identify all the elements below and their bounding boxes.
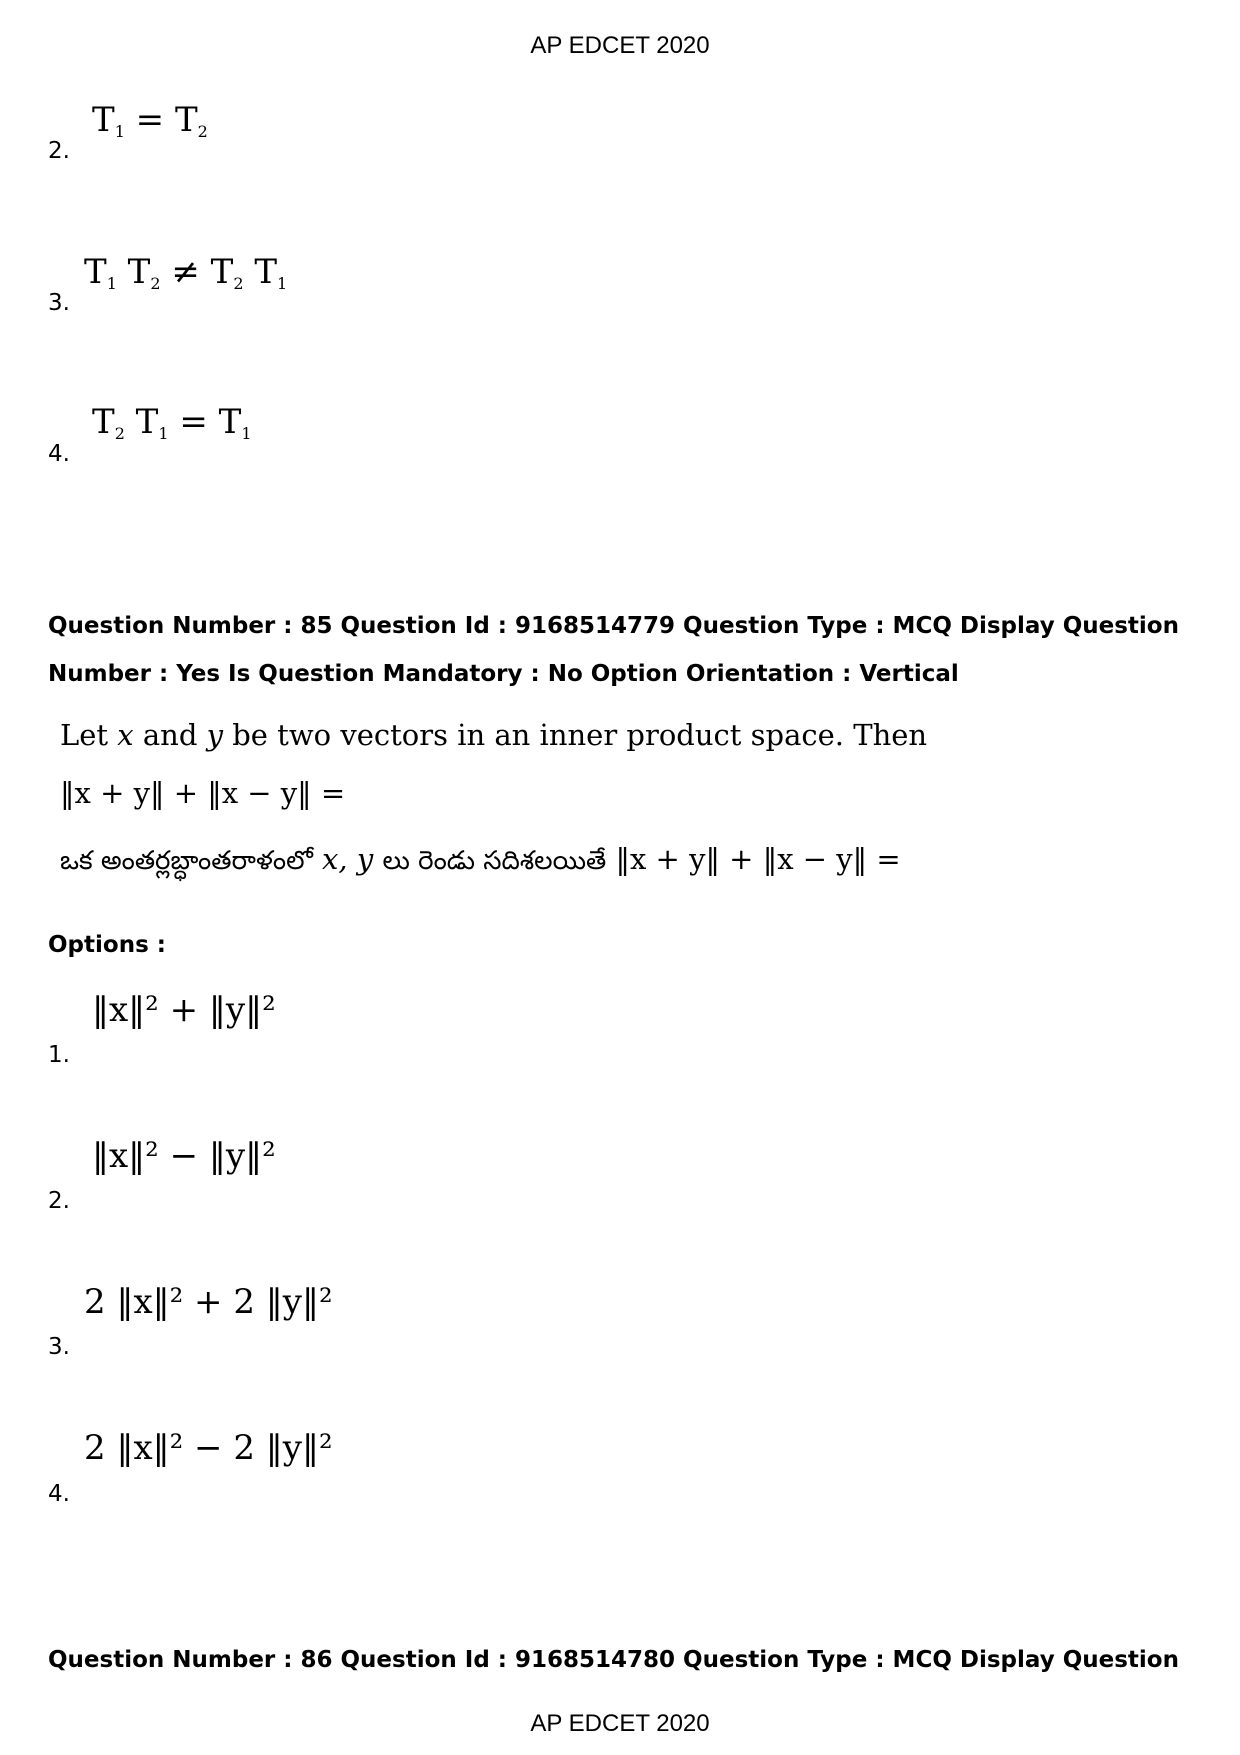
question-85-text-telugu: ఒక అంతర్లబ్ధాంతరాళంలో x, y లు రెండు సదిశలయితే ‖x + y‖ + ‖x − y‖ = [60,842,901,876]
prev-option-2-expression: $T_1 = T_2$ [92,100,208,141]
option-4-expression: 2 ‖x‖² − 2 ‖y‖² [84,1428,333,1468]
page-header: AP EDCET 2020 [530,32,710,59]
option-4-number: 4. [48,1481,70,1507]
option-3-number: 3. [48,1334,70,1360]
options-label: Options : [48,932,166,958]
question-85-meta [48,602,1198,698]
prev-option-4-expression: $T_2$ $T_1 = T_1$ [92,402,252,443]
page-footer: AP EDCET 2020 [530,1710,710,1737]
question-85-text-english: Let x and y be two vectors in an inner product space. Then [60,718,928,752]
option-2-number: 2. [48,1188,70,1214]
prev-option-4-number: 4. [48,441,70,467]
question-85-meta-line1: Question Number : 85 Question Id : 9168514779 Question Type : MCQ Display Question [48,613,1179,639]
option-1-expression: ‖x‖² + ‖y‖² [92,990,276,1030]
option-3-expression: 2 ‖x‖² + 2 ‖y‖² [84,1282,333,1322]
question-86-meta: Question Number : 86 Question Id : 9168514780 Question Type : MCQ Display Question [48,1647,1179,1673]
option-1-number: 1. [48,1042,70,1068]
prev-option-3-expression: $T_1$ $T_2 \ne T_2$ $T_1$ [84,252,288,293]
question-85-expression: ‖x + y‖ + ‖x − y‖ = [60,776,346,810]
option-2-expression: ‖x‖² − ‖y‖² [92,1136,276,1176]
prev-option-2-number: 2. [48,138,70,164]
prev-option-3-number: 3. [48,290,70,316]
question-85-meta-line2: Number : Yes Is Question Mandatory : No Option Orientation : Vertical [48,661,959,687]
